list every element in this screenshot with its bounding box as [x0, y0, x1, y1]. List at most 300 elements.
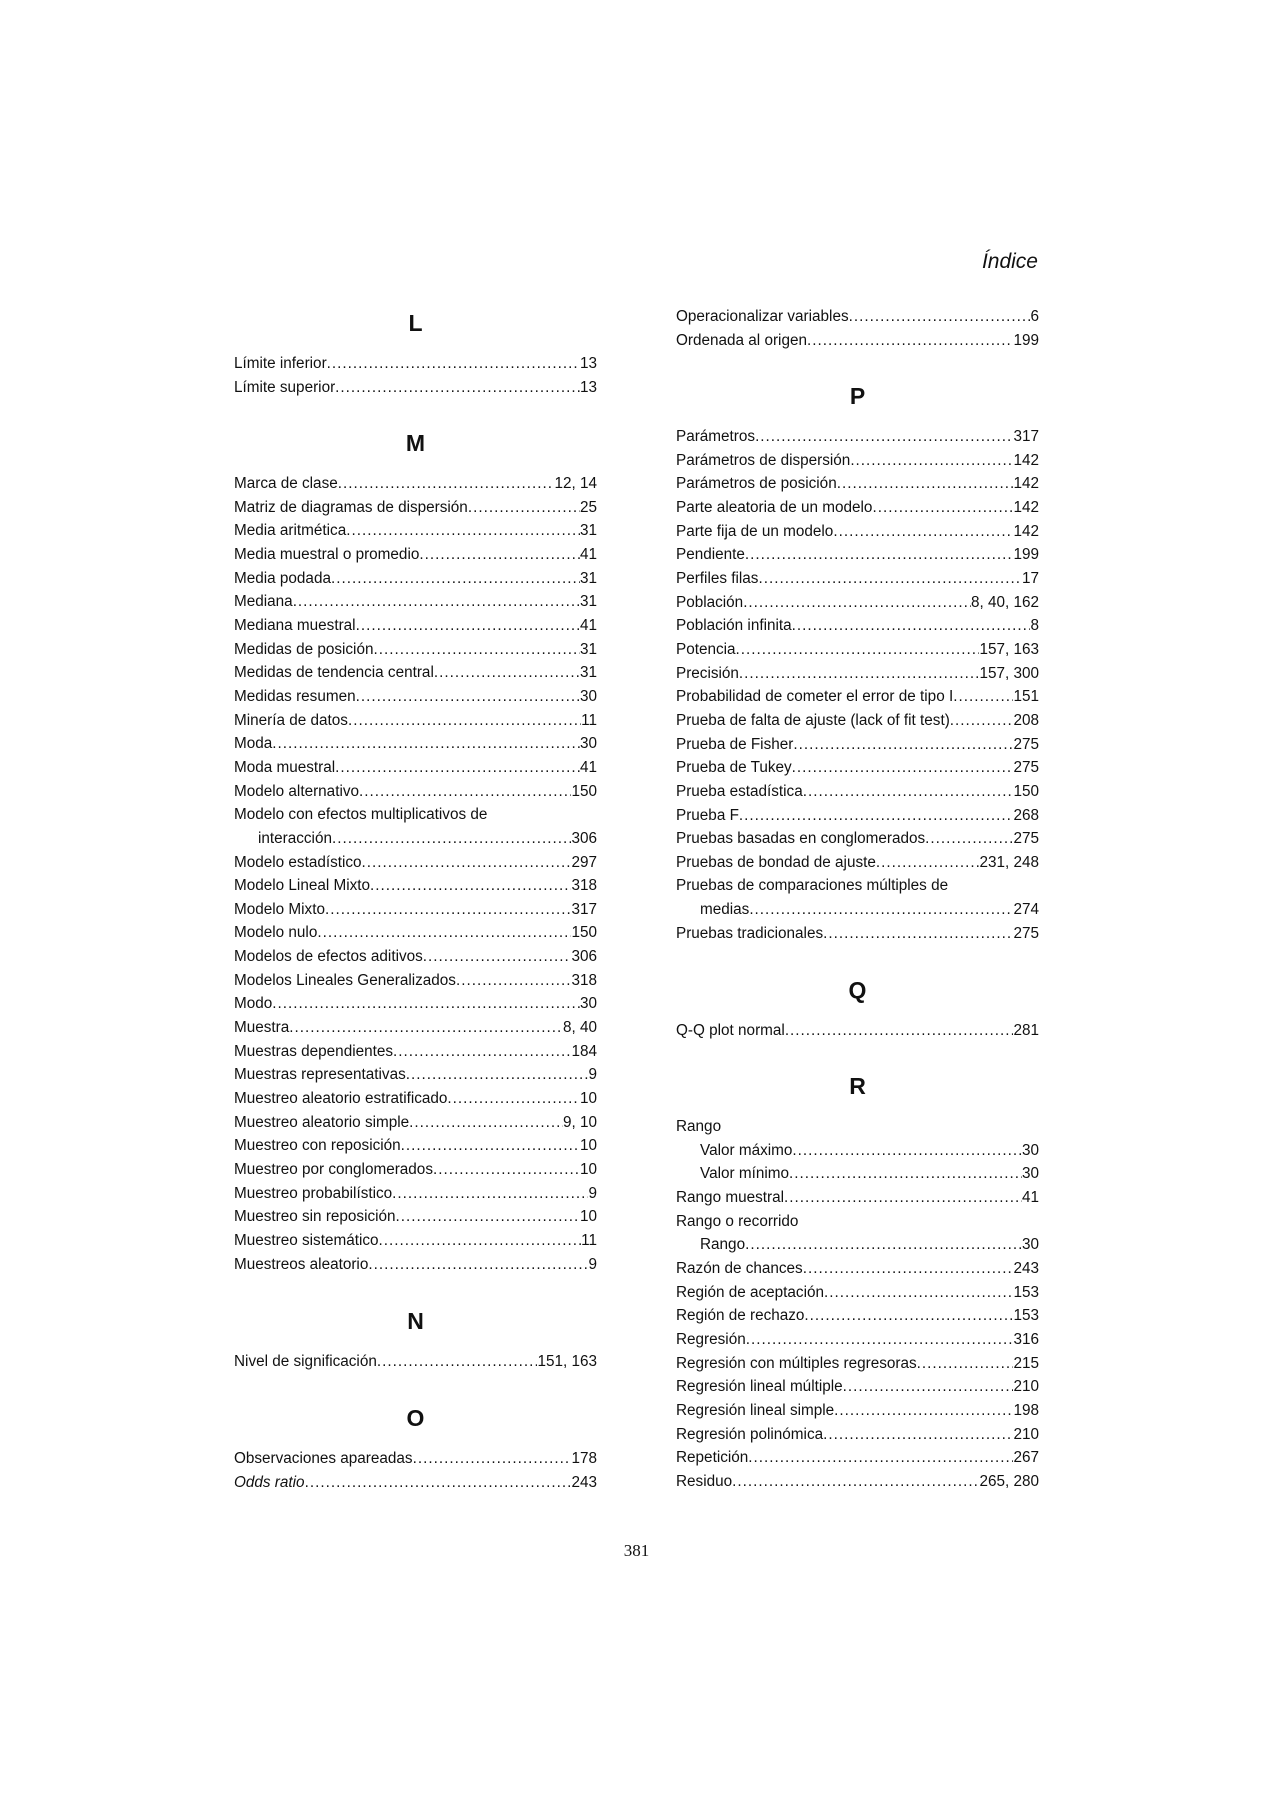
entry-page-ref: 41: [579, 616, 597, 634]
entry-page-ref: 210: [1013, 1425, 1039, 1443]
entry-term: Regresión con múltiples regresoras: [676, 1354, 917, 1372]
entry-term: Modelos Lineales Generalizados: [234, 971, 456, 989]
index-entry: [234, 1253, 597, 1277]
entry-term: Muestras dependientes: [234, 1042, 394, 1060]
index-entry: [234, 756, 597, 780]
entry-term: Moda: [234, 735, 273, 753]
entry-page-ref: 265, 280: [979, 1472, 1039, 1490]
entry-term: Rango: [676, 1118, 722, 1135]
index-entry: [234, 1182, 597, 1206]
index-entry: [676, 1304, 1039, 1328]
entry-page-ref: 30: [579, 687, 597, 705]
dot-leader: [419, 543, 580, 567]
index-entry: [676, 1281, 1039, 1305]
entry-term: Rango muestral: [676, 1188, 784, 1206]
dot-leader: [272, 992, 580, 1016]
index-section: [234, 1403, 597, 1494]
entry-term: Media aritmética: [234, 522, 347, 540]
entry-page-ref: 157, 163: [979, 640, 1039, 658]
entry-term: Rango o recorrido: [676, 1212, 799, 1230]
index-subentry: [676, 1139, 1039, 1163]
dot-leader: [917, 1352, 1014, 1376]
entry-term: Población infinita: [676, 617, 792, 635]
dot-leader: [423, 945, 572, 969]
entry-term: Moda muestral: [234, 758, 336, 776]
entry-term: Límite superior: [234, 378, 336, 396]
entry-term: Matriz de diagramas de dispersión: [234, 498, 468, 516]
entry-page-ref: 31: [579, 640, 597, 658]
dot-leader: [789, 1162, 1022, 1186]
index-entry: [234, 1063, 597, 1087]
entry-page-ref: 31: [579, 664, 597, 682]
entry-page-ref: 11: [581, 711, 597, 729]
dot-leader: [732, 1470, 979, 1494]
dot-leader: [743, 591, 971, 615]
dot-leader: [377, 1350, 538, 1374]
dot-leader: [823, 922, 1013, 946]
entry-page-ref: 31: [579, 522, 597, 540]
entry-page-ref: 210: [1013, 1378, 1039, 1396]
entry-term: Muestreo sistemático: [234, 1232, 379, 1249]
entry-term: Mediana muestral: [234, 616, 356, 634]
entry-page-ref: 318: [571, 877, 597, 895]
entry-page-ref: 30: [1021, 1165, 1039, 1183]
index-entry: [676, 543, 1039, 567]
dot-leader: [289, 1016, 563, 1040]
dot-leader: [356, 685, 580, 709]
index-section: [234, 308, 597, 399]
index-section: [234, 1306, 597, 1374]
entry-term: Potencia: [676, 640, 736, 658]
entry-page-ref: 184: [571, 1042, 597, 1060]
dot-leader: [396, 1205, 580, 1229]
dot-leader: [803, 1257, 1014, 1281]
entry-term: Modelo nulo: [234, 924, 318, 942]
entry-term: Prueba de Fisher: [676, 735, 794, 753]
entry-term: Población: [676, 593, 744, 611]
entry-page-ref: 9: [588, 1066, 597, 1084]
dot-leader: [447, 1087, 580, 1111]
entry-term: Regresión lineal múltiple: [676, 1378, 843, 1396]
section-letter-heading: O: [406, 1405, 425, 1431]
entry-page-ref: 150: [571, 782, 597, 800]
entry-page-ref: 215: [1013, 1354, 1039, 1372]
dot-leader: [823, 1423, 1013, 1447]
entry-page-ref: 150: [1013, 782, 1039, 800]
index-entry: [234, 945, 597, 969]
index-entry: [234, 376, 597, 400]
entry-page-ref: 41: [579, 758, 597, 776]
entry-page-ref: 297: [571, 853, 597, 871]
entry-term: Muestreo por conglomerados: [234, 1161, 433, 1179]
index-entry: [676, 1399, 1039, 1423]
dot-leader: [739, 662, 980, 686]
dot-leader: [792, 1139, 1022, 1163]
dot-leader: [749, 898, 1013, 922]
index-subentry: [676, 1233, 1039, 1257]
index-section: [676, 381, 1039, 945]
entry-page-ref: 9: [588, 1255, 597, 1273]
index-entry: [676, 1019, 1039, 1043]
index-section: [676, 1071, 1039, 1494]
dot-leader: [834, 1399, 1013, 1423]
dot-leader: [925, 827, 1013, 851]
dot-leader: [837, 472, 1014, 496]
index-entry: [676, 733, 1039, 757]
entry-term: Valor máximo: [700, 1141, 793, 1159]
dot-leader: [409, 1111, 563, 1135]
entry-page-ref: 268: [1013, 806, 1039, 824]
entry-page-ref: 317: [1013, 428, 1039, 445]
entry-page-ref: 30: [1021, 1141, 1039, 1159]
index-entry: [234, 567, 597, 591]
index-entry: [676, 780, 1039, 804]
entry-page-ref: 208: [1013, 711, 1039, 729]
entry-term: Pendiente: [676, 546, 745, 564]
entry-page-ref: 306: [571, 829, 597, 847]
dot-leader: [468, 496, 580, 520]
entry-term: Q-Q plot normal: [676, 1022, 785, 1039]
entry-term: Regresión lineal simple: [676, 1401, 835, 1419]
entry-page-ref: 31: [579, 569, 597, 587]
section-letter-heading: N: [407, 1308, 424, 1334]
section-letter-heading: R: [849, 1073, 866, 1099]
entry-term: Muestras representativas: [234, 1066, 406, 1084]
dot-leader: [850, 449, 1013, 473]
entry-term: Muestreo aleatorio estratificado: [234, 1090, 448, 1108]
dot-leader: [792, 614, 1031, 638]
index-entry: [234, 1229, 597, 1253]
index-section: [676, 305, 1039, 352]
dot-leader: [745, 1233, 1022, 1257]
index-entry: [234, 543, 597, 567]
dot-leader: [406, 1063, 589, 1087]
index-entry: [234, 1447, 597, 1471]
entry-term: Prueba F: [676, 806, 739, 824]
index-entry: [676, 709, 1039, 733]
dot-leader: [784, 1186, 1022, 1210]
index-entry: [234, 709, 597, 733]
entry-page-ref: 13: [579, 378, 597, 396]
entry-term: Probabilidad de cometer el error de tipo I: [676, 688, 954, 706]
index-entry: [676, 425, 1039, 449]
entry-term: interacción: [258, 829, 332, 847]
dot-leader: [331, 567, 580, 591]
dot-leader: [332, 827, 571, 851]
dot-leader: [807, 329, 1014, 353]
entry-term: Minería de datos: [234, 711, 348, 729]
index-entry: [234, 1134, 597, 1158]
entry-page-ref: 10: [579, 1090, 597, 1108]
index-entry: [234, 590, 597, 614]
dot-leader: [413, 1447, 572, 1471]
index-entry: [676, 1446, 1039, 1470]
entry-term: Prueba de Tukey: [676, 759, 792, 777]
entry-term: Perfiles filas: [676, 569, 759, 587]
index-section: [676, 975, 1039, 1043]
entry-term: Regresión: [676, 1330, 746, 1348]
entry-term: Media muestral o promedio: [234, 545, 420, 563]
entry-term: Muestreo con reposición: [234, 1137, 401, 1155]
dot-leader: [370, 874, 571, 898]
entry-page-ref: 10: [579, 1161, 597, 1179]
index-entry: [234, 969, 597, 993]
index-entry: [676, 874, 1039, 898]
dot-leader: [293, 590, 580, 614]
index-section: [234, 428, 597, 1276]
index-entry: [234, 1016, 597, 1040]
entry-page-ref: 8, 40: [562, 1019, 597, 1037]
dot-leader: [433, 1158, 580, 1182]
entry-page-ref: 281: [1013, 1022, 1039, 1039]
entry-term: Observaciones apareadas: [234, 1450, 413, 1467]
entry-term: Medidas resumen: [234, 687, 356, 705]
dot-leader: [872, 496, 1013, 520]
entry-page-ref: 6: [1030, 308, 1039, 325]
index-entry: [234, 1040, 597, 1064]
dot-leader: [745, 543, 1014, 567]
entry-term: Modelo Lineal Mixto: [234, 877, 371, 895]
entry-term: Muestreo probabilístico: [234, 1184, 393, 1202]
section-letter-heading: M: [405, 430, 426, 456]
entry-page-ref: 243: [1013, 1259, 1039, 1277]
entry-page-ref: 151: [1013, 688, 1039, 706]
entry-page-ref: 275: [1013, 924, 1039, 942]
index-entry: [676, 1352, 1039, 1376]
entry-term: Ordenada al origen: [676, 331, 807, 349]
entry-page-ref: 142: [1013, 475, 1039, 493]
index-entry: [676, 1470, 1039, 1494]
index-entry: [234, 732, 597, 756]
index-entry: [676, 567, 1039, 591]
entry-term: Modelo estadístico: [234, 853, 362, 871]
entry-page-ref: 142: [1013, 451, 1039, 469]
index-entry: [676, 1423, 1039, 1447]
index-entry: [676, 1186, 1039, 1210]
dot-leader: [346, 519, 580, 543]
entry-term: medias: [700, 901, 750, 919]
entry-term: Mediana: [234, 593, 293, 611]
dot-leader: [348, 709, 581, 733]
entry-page-ref: 243: [571, 1473, 597, 1491]
index-entry: [234, 472, 597, 496]
entry-term: Prueba estadística: [676, 782, 803, 800]
entry-term: Nivel de significación: [234, 1353, 377, 1370]
entry-term: Pruebas de comparaciones múltiples de: [676, 877, 949, 895]
section-letter-heading: L: [408, 310, 423, 336]
entry-page-ref: 25: [579, 498, 597, 516]
dot-leader: [804, 1304, 1013, 1328]
entry-page-ref: 10: [579, 1208, 597, 1226]
dot-leader: [953, 685, 1013, 709]
dot-leader: [335, 376, 580, 400]
entry-term: Modelos de efectos aditivos: [234, 948, 423, 966]
dot-leader: [824, 1281, 1013, 1305]
dot-leader: [305, 1471, 572, 1495]
entry-page-ref: 316: [1013, 1330, 1039, 1348]
entry-page-ref: 274: [1013, 901, 1039, 919]
index-entry: [676, 1257, 1039, 1281]
dot-leader: [325, 898, 572, 922]
section-letter-heading: P: [849, 383, 866, 409]
index-entry: [234, 638, 597, 662]
entry-term: Operacionalizar variables: [676, 308, 849, 325]
dot-leader: [401, 1134, 580, 1158]
dot-leader: [359, 780, 571, 804]
dot-leader: [456, 969, 572, 993]
entry-page-ref: 30: [579, 735, 597, 753]
running-head: Índice: [981, 250, 1038, 273]
index-entry: [234, 661, 597, 685]
dot-leader: [335, 756, 580, 780]
entry-page-ref: 13: [579, 355, 597, 372]
index-entry: [234, 874, 597, 898]
entry-term: Medidas de tendencia central: [234, 664, 434, 682]
dot-leader: [393, 1040, 571, 1064]
dot-leader: [746, 1328, 1014, 1352]
entry-page-ref: 9: [588, 1184, 597, 1202]
dot-leader: [748, 1446, 1013, 1470]
entry-page-ref: 306: [571, 948, 597, 966]
entry-page-ref: 199: [1013, 331, 1039, 349]
dot-leader: [950, 709, 1014, 733]
entry-term: Muestreos aleatorio: [234, 1255, 369, 1273]
entry-page-ref: 157, 300: [979, 664, 1039, 682]
entry-term: Modelo con efectos multiplicativos de: [234, 806, 488, 824]
entry-page-ref: 31: [579, 593, 597, 611]
entry-term: Prueba de falta de ajuste (lack of fit test): [676, 711, 950, 729]
index-entry: [676, 305, 1039, 329]
dot-leader: [843, 1375, 1014, 1399]
entry-page-ref: 41: [579, 545, 597, 563]
index-entry: [676, 1375, 1039, 1399]
index-entry: [234, 851, 597, 875]
entry-term: Razón de chances: [676, 1259, 803, 1277]
index-entry: [234, 352, 597, 376]
index-entry: [234, 496, 597, 520]
entry-term: Parte aleatoria de un modelo: [676, 498, 873, 516]
entry-term: Modo: [234, 995, 273, 1013]
dot-leader: [758, 567, 1022, 591]
dot-leader: [373, 638, 580, 662]
entry-page-ref: 10: [579, 1137, 597, 1155]
entry-term: Pruebas basadas en conglomerados: [676, 830, 926, 848]
index-entry: [676, 804, 1039, 828]
entry-page-ref: 8: [1030, 617, 1039, 635]
dot-leader: [833, 520, 1013, 544]
index-entry: [234, 803, 597, 827]
entry-term: Medidas de posición: [234, 640, 374, 658]
entry-page-ref: 142: [1013, 522, 1039, 540]
index-entry: [676, 851, 1039, 875]
entry-term: Modelo Mixto: [234, 900, 325, 918]
entry-term: Modelo alternativo: [234, 782, 359, 800]
dot-leader: [793, 733, 1013, 757]
entry-term: Muestreo aleatorio simple: [234, 1113, 410, 1131]
entry-page-ref: 150: [571, 924, 597, 942]
dot-leader: [356, 614, 580, 638]
entry-term: Odds ratio: [234, 1473, 305, 1491]
entry-page-ref: 11: [581, 1232, 597, 1249]
entry-term: Pruebas de bondad de ajuste: [676, 853, 876, 871]
dot-leader: [803, 780, 1014, 804]
entry-page-ref: 317: [571, 900, 597, 918]
entry-page-ref: 41: [1021, 1188, 1039, 1206]
entry-page-ref: 8, 40, 162: [970, 593, 1039, 611]
entry-term: Residuo: [676, 1472, 733, 1490]
index-entry: [234, 1205, 597, 1229]
entry-page-ref: 153: [1013, 1307, 1039, 1325]
index-entry: [676, 614, 1039, 638]
entry-page-ref: 30: [579, 995, 597, 1013]
dot-leader: [755, 425, 1013, 449]
entry-page-ref: 142: [1013, 498, 1039, 516]
index-entry: [676, 922, 1039, 946]
entry-page-ref: 30: [1021, 1236, 1039, 1254]
index-entry: [676, 496, 1039, 520]
entry-page-ref: 17: [1021, 569, 1039, 587]
entry-term: Región de rechazo: [676, 1307, 805, 1325]
index-entry: [234, 921, 597, 945]
dot-leader: [736, 638, 980, 662]
entry-term: Región de aceptación: [676, 1283, 824, 1301]
entry-page-ref: 12, 14: [554, 475, 597, 492]
entry-term: Parámetros de dispersión: [676, 451, 851, 469]
entry-term: Muestreo sin reposición: [234, 1208, 396, 1226]
dot-leader: [368, 1253, 588, 1277]
entry-page-ref: 231, 248: [979, 853, 1039, 871]
index-entry: [676, 662, 1039, 686]
index-entry: [234, 519, 597, 543]
index-entry: [234, 1111, 597, 1135]
index-subentry: [676, 898, 1039, 922]
dot-leader: [785, 1019, 1014, 1043]
index-entry: [234, 1471, 597, 1495]
entry-page-ref: 151, 163: [537, 1353, 597, 1370]
index-entry: [676, 520, 1039, 544]
index-entry: [676, 1115, 1039, 1139]
dot-leader: [434, 661, 580, 685]
entry-page-ref: 9, 10: [562, 1113, 597, 1131]
entry-page-ref: 275: [1013, 759, 1039, 777]
dot-leader: [876, 851, 980, 875]
entry-term: Media podada: [234, 569, 331, 587]
entry-page-ref: 267: [1013, 1449, 1039, 1467]
index-entry: [676, 1210, 1039, 1234]
entry-term: Precisión: [676, 664, 739, 682]
entry-term: Parte fija de un modelo: [676, 522, 834, 540]
dot-leader: [379, 1229, 582, 1253]
index-entry: [676, 638, 1039, 662]
dot-leader: [739, 804, 1014, 828]
dot-leader: [317, 921, 571, 945]
index-subentry: [234, 827, 597, 851]
entry-page-ref: 275: [1013, 830, 1039, 848]
index-entry: [234, 898, 597, 922]
entry-page-ref: 153: [1013, 1283, 1039, 1301]
entry-page-ref: 199: [1013, 546, 1039, 564]
entry-term: Parámetros de posición: [676, 475, 837, 493]
entry-term: Límite inferior: [234, 355, 327, 372]
entry-term: Pruebas tradicionales: [676, 924, 824, 942]
page-number: 381: [623, 1541, 650, 1560]
index-entry: [676, 591, 1039, 615]
index-entry: [234, 1350, 597, 1374]
entry-page-ref: 198: [1013, 1401, 1039, 1419]
entry-page-ref: 318: [571, 971, 597, 989]
index-entry: [676, 827, 1039, 851]
entry-term: Repetición: [676, 1449, 749, 1467]
